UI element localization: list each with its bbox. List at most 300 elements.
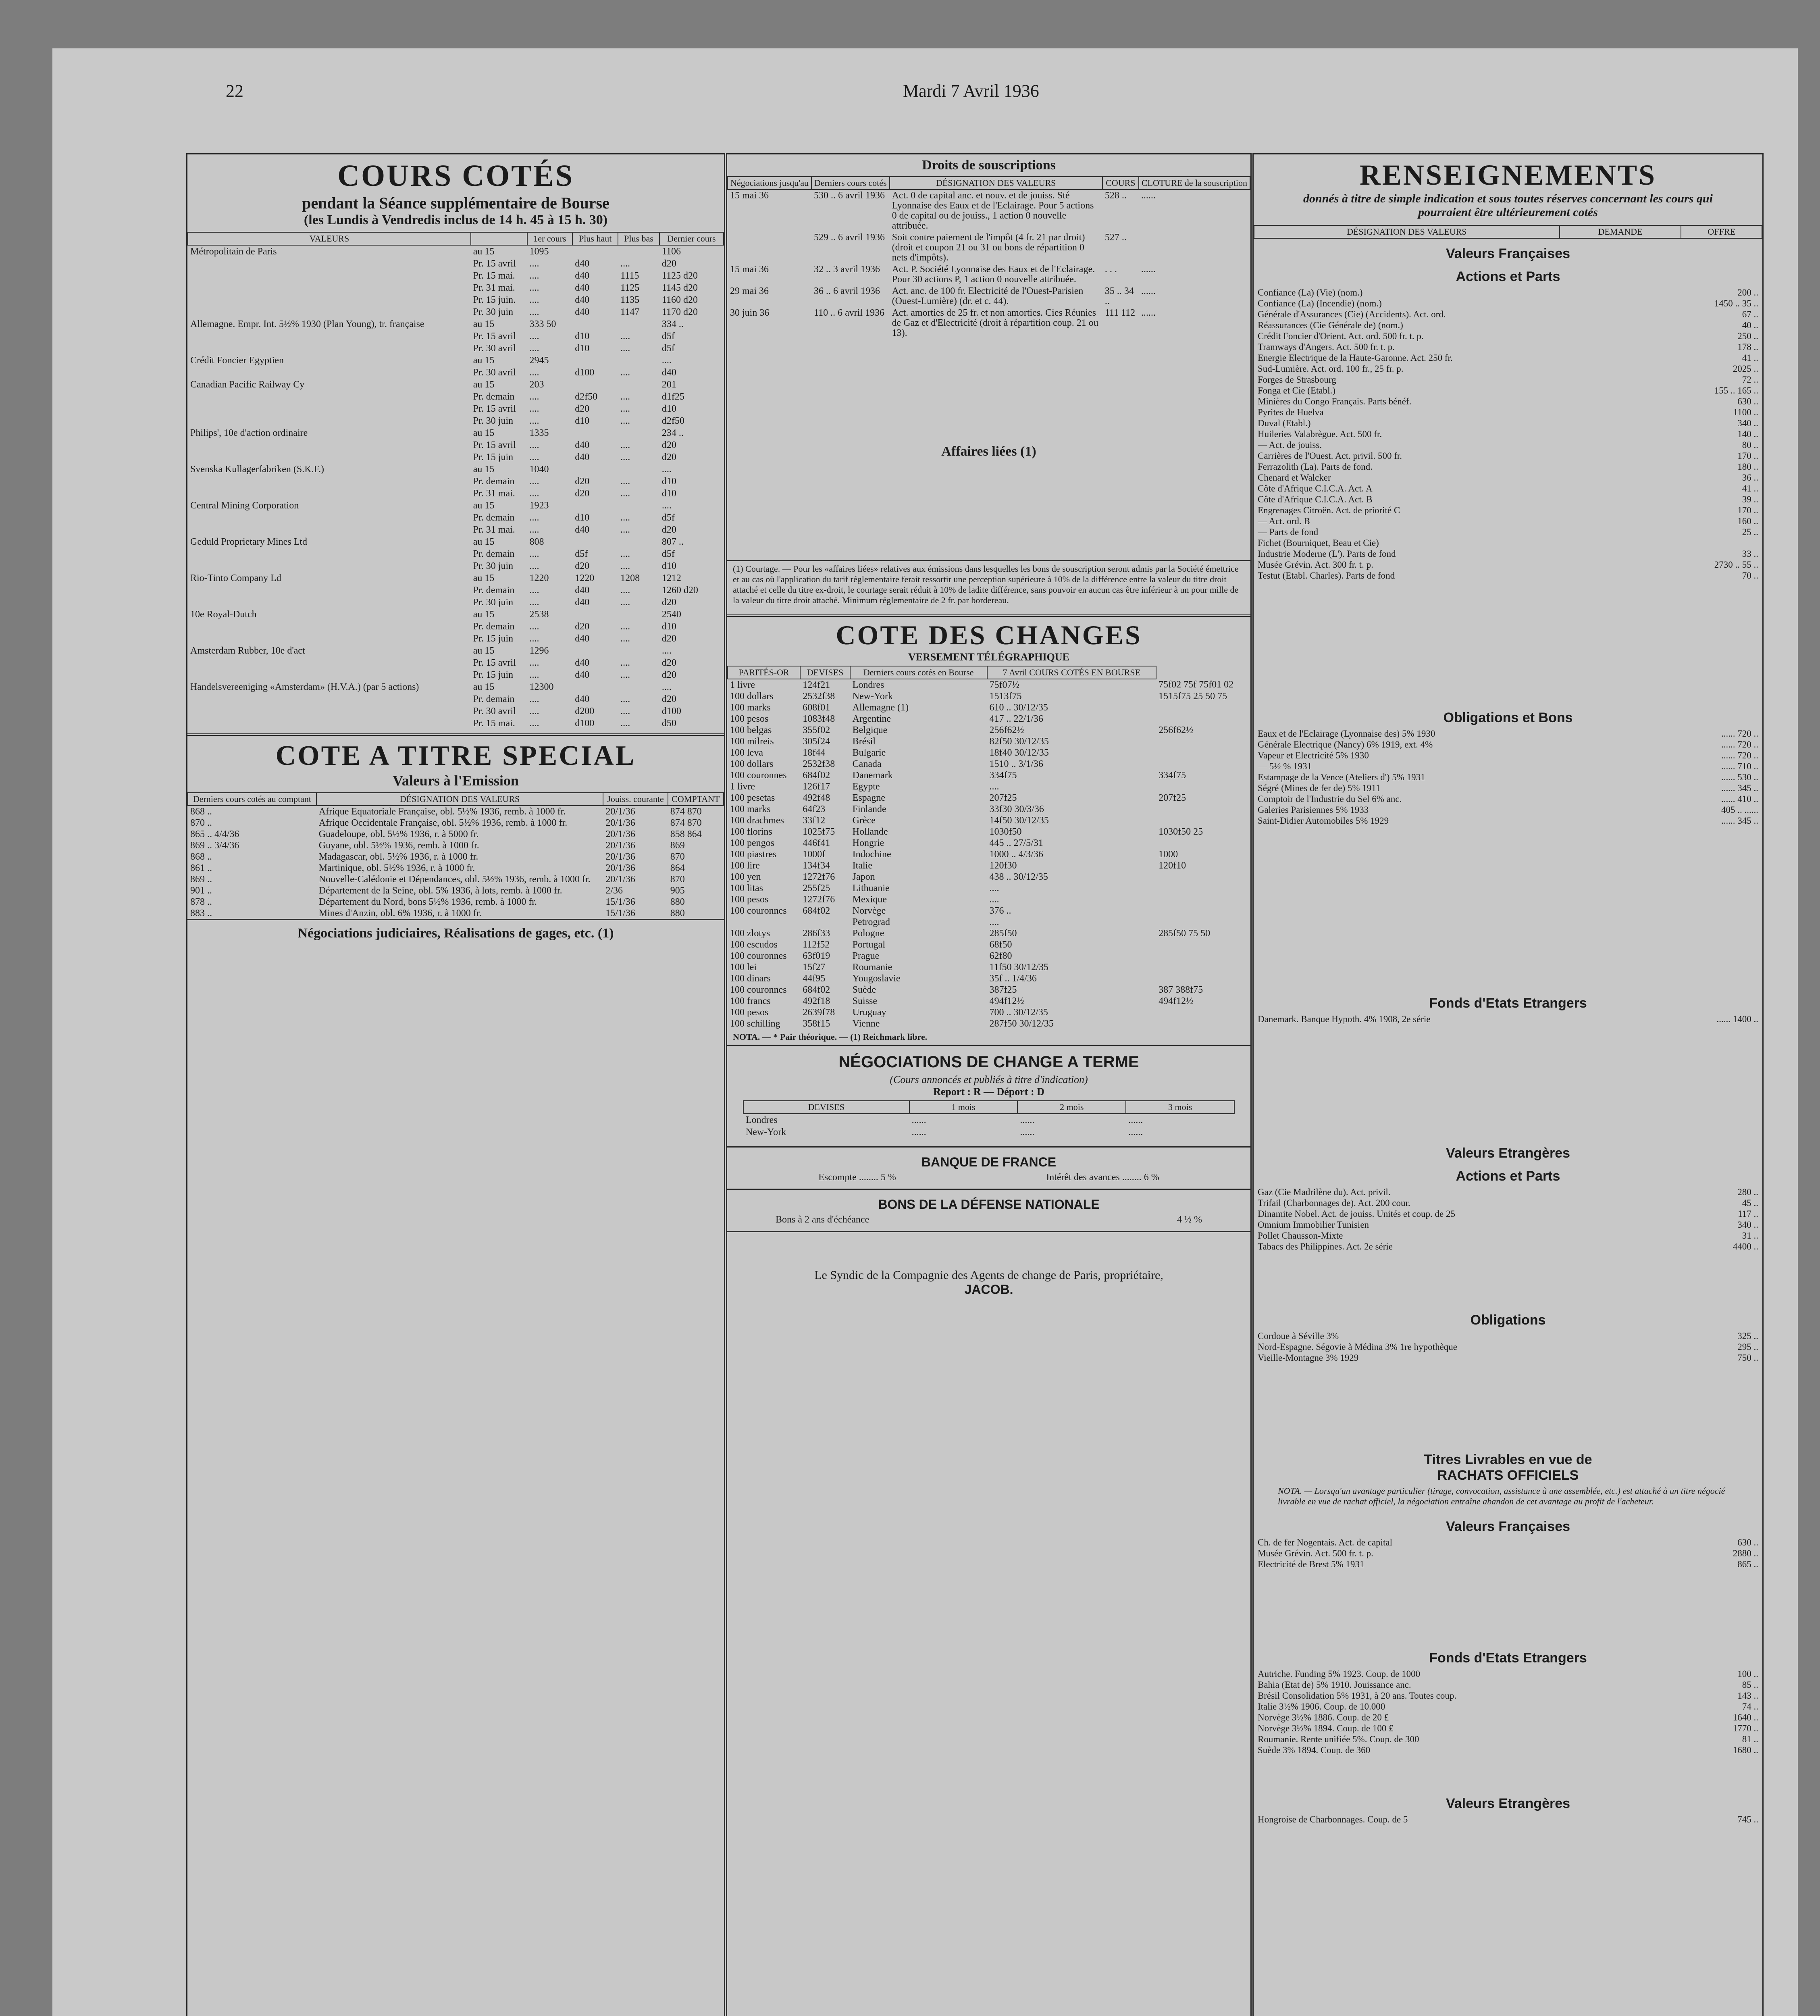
list-row bbox=[1254, 1814, 1762, 1825]
cours-cotes-cell: .... bbox=[529, 295, 539, 305]
list-row bbox=[1254, 1230, 1762, 1241]
list-row bbox=[1254, 793, 1762, 804]
cours-cotes-row bbox=[188, 548, 724, 560]
cours-cotes-cell bbox=[188, 596, 471, 608]
titre-special-cell: 874 870 bbox=[670, 818, 702, 828]
cours-cotes-cell: .... bbox=[529, 670, 539, 680]
cours-cotes-cell: d40 bbox=[575, 440, 590, 450]
list-label: Ch. de fer Nogentais. Act. de capital bbox=[1258, 1537, 1393, 1547]
cours-cotes-cell bbox=[618, 645, 659, 657]
cours-cotes-cell: .... bbox=[620, 367, 630, 378]
changes-cell: Uruguay bbox=[852, 1007, 886, 1018]
changes-cell: Bulgarie bbox=[852, 748, 886, 758]
changes-row bbox=[728, 871, 1250, 883]
cours-cotes-cell: au 15 bbox=[473, 500, 495, 511]
cours-cotes-cell: Pr. 15 avril bbox=[473, 404, 516, 414]
list-label: Omnium Immobilier Tunisien bbox=[1258, 1220, 1369, 1230]
changes-cell: 100 florins bbox=[730, 827, 772, 837]
titre-special-cell: 868 .. bbox=[190, 852, 212, 862]
list-row bbox=[1254, 728, 1762, 739]
changes-cell bbox=[1156, 702, 1250, 713]
droits-cell: 30 juin 36 bbox=[730, 308, 770, 318]
changes-cell: 126f17 bbox=[803, 781, 830, 792]
changes-cell bbox=[1156, 871, 1250, 883]
changes-cell bbox=[1156, 962, 1250, 973]
changes-cell: 64f23 bbox=[803, 804, 826, 814]
changes-cell: 100 couronnes bbox=[730, 906, 787, 916]
changes-cell: 100 schilling bbox=[730, 1018, 780, 1029]
titre-special-cell: Nouvelle-Calédonie et Dépendances, obl. 5½% 1936, remb. à 1000 fr. bbox=[318, 874, 591, 885]
changes-cell: 387f25 bbox=[989, 985, 1017, 995]
cours-cotes-row bbox=[188, 500, 724, 512]
list-row bbox=[1254, 516, 1762, 527]
cours-cotes-cell: .... bbox=[529, 525, 539, 535]
changes-cell: 100 lei bbox=[730, 962, 757, 973]
changes-cell: 494f12½ bbox=[1159, 996, 1194, 1006]
page-date: Mardi 7 Avril 1936 bbox=[903, 81, 1039, 101]
list-values: 200 .. bbox=[1737, 287, 1758, 298]
changes-cell bbox=[1156, 916, 1250, 928]
droits-row bbox=[728, 285, 1250, 307]
o2-title: Obligations bbox=[1470, 1312, 1546, 1328]
cours-cotes-header-4: Plus bas bbox=[618, 232, 659, 245]
cours-cotes-row bbox=[188, 717, 724, 729]
cours-cotes-cell: .... bbox=[620, 331, 630, 342]
cours-cotes-cell: d2f50 bbox=[575, 392, 598, 402]
cours-cotes-cell: .... bbox=[529, 549, 539, 559]
list-values: 405 .. ...... bbox=[1721, 805, 1758, 815]
cours-cotes-cell: d40 bbox=[575, 585, 590, 596]
renseignements-header-1: DEMANDE bbox=[1560, 225, 1681, 238]
list-label: — Act. de jouiss. bbox=[1258, 440, 1322, 450]
terme-subtitle: (Cours annoncés et publiés à titre d'indication) bbox=[890, 1074, 1088, 1085]
list-values: 1770 .. bbox=[1733, 1723, 1758, 1733]
cours-cotes-cell: Allemagne. Empr. Int. 5½% 1930 (Plan Young), tr. française bbox=[190, 319, 424, 329]
titre-special-row bbox=[188, 851, 724, 862]
cours-cotes-cell bbox=[618, 318, 659, 330]
rachats-note: NOTA. — Lorsqu'un avantage particulier (tirage, convocation, assistance à une assemblée, etc.) est attaché à un titre négocié livrable en vue de rachat officiel, la négociation entraîne abandon de cet avantage au profit de l'acheteur. bbox=[1278, 1486, 1725, 1506]
cours-cotes-cell: d5f bbox=[661, 331, 675, 342]
cours-cotes-row bbox=[188, 379, 724, 391]
cours-cotes-cell: au 15 bbox=[473, 464, 495, 475]
list-row bbox=[1254, 772, 1762, 783]
cours-cotes-cell: Métropolitain de Paris bbox=[190, 246, 277, 257]
cours-cotes-cell: 1145 d20 bbox=[661, 283, 698, 293]
changes-cell: 1025f75 bbox=[803, 827, 835, 837]
changes-cell bbox=[1156, 950, 1250, 962]
changes-cell: 1510 .. 3/1/36 bbox=[989, 759, 1043, 769]
cours-cotes-cell bbox=[188, 560, 471, 572]
rachats-fe-list bbox=[1254, 1668, 1762, 1756]
list-values: 67 .. bbox=[1742, 309, 1758, 319]
cours-cotes-cell bbox=[188, 367, 471, 379]
list-label: Norvège 3½% 1894. Coup. de 100 £ bbox=[1258, 1723, 1394, 1733]
list-row bbox=[1254, 418, 1762, 429]
list-values: 250 .. bbox=[1737, 331, 1758, 341]
cours-cotes-cell: d100 bbox=[575, 367, 595, 378]
changes-cell: 14f50 30/12/35 bbox=[989, 815, 1049, 826]
changes-cell: 286f33 bbox=[803, 928, 830, 939]
titre-special-cell: 868 .. bbox=[190, 806, 212, 817]
titre-special-header-1: DÉSIGNATION DES VALEURS bbox=[316, 793, 603, 806]
changes-cell: 2532f38 bbox=[803, 759, 835, 769]
syndic-line: Le Syndic de la Compagnie des Agents de change de Paris, propriétaire, bbox=[814, 1268, 1163, 1282]
cours-cotes-cell: d40 bbox=[575, 307, 590, 317]
changes-cell: 334f75 bbox=[989, 770, 1017, 781]
changes-cell: 207f25 bbox=[989, 793, 1017, 803]
changes-cell bbox=[1156, 939, 1250, 950]
titre-special-cell: 878 .. bbox=[190, 897, 212, 907]
list-row bbox=[1254, 1219, 1762, 1230]
changes-row bbox=[728, 815, 1250, 826]
cours-cotes-row bbox=[188, 705, 724, 717]
changes-cell: 287f50 30/12/35 bbox=[989, 1018, 1054, 1029]
list-row bbox=[1254, 1701, 1762, 1712]
changes-cell: 100 pengos bbox=[730, 838, 774, 848]
terme-header-2: 2 mois bbox=[1017, 1101, 1126, 1114]
cours-cotes-cell bbox=[188, 669, 471, 681]
changes-cell bbox=[1156, 894, 1250, 905]
cours-cotes-row bbox=[188, 427, 724, 439]
cours-cotes-row bbox=[188, 536, 724, 548]
changes-row bbox=[728, 939, 1250, 950]
list-label: Nord-Espagne. Ségovie à Médina 3% 1re hypothèque bbox=[1258, 1342, 1457, 1352]
changes-cell: 1000f bbox=[803, 849, 826, 860]
list-row bbox=[1254, 298, 1762, 309]
cours-cotes-cell: au 15 bbox=[473, 355, 495, 366]
cours-cotes-cell: .... bbox=[620, 416, 630, 426]
list-label: Réassurances (Cie Générale de) (nom.) bbox=[1258, 320, 1403, 330]
cours-cotes-cell: .... bbox=[529, 488, 539, 499]
changes-cell: 1 livre bbox=[730, 781, 755, 792]
list-label: Forges de Strasbourg bbox=[1258, 375, 1336, 385]
terme-cell: ...... bbox=[911, 1127, 926, 1137]
list-row bbox=[1254, 1690, 1762, 1701]
list-values: ...... 720 .. bbox=[1721, 729, 1758, 739]
cours-cotes-cell: .... bbox=[620, 658, 630, 668]
obligations-list bbox=[1254, 728, 1762, 826]
list-values: 325 .. bbox=[1737, 1331, 1758, 1341]
changes-cell bbox=[1156, 837, 1250, 849]
changes-row bbox=[728, 928, 1250, 939]
cours-cotes-cell: d40 bbox=[575, 295, 590, 305]
list-values: 630 .. bbox=[1737, 396, 1758, 406]
droits-row bbox=[728, 232, 1250, 264]
titre-special-cell: Département de la Seine, obl. 5% 1936, à lots, remb. à 1000 fr. bbox=[318, 885, 562, 896]
changes-cell: Roumanie bbox=[852, 962, 892, 973]
list-row bbox=[1254, 429, 1762, 439]
cours-cotes-cell: .... bbox=[529, 561, 539, 571]
bons-label: Bons à 2 ans d'échéance bbox=[776, 1214, 869, 1225]
list-row bbox=[1254, 1198, 1762, 1208]
titre-special-cell: 880 bbox=[670, 908, 685, 918]
list-label: Cordoue à Séville 3% bbox=[1258, 1331, 1339, 1341]
changes-cell: Prague bbox=[852, 951, 880, 961]
cours-cotes-cell: d40 bbox=[575, 694, 590, 704]
cours-cotes-cell: d40 bbox=[575, 597, 590, 608]
cours-cotes-cell: Canadian Pacific Railway Cy bbox=[190, 379, 305, 390]
cours-cotes-subtitle: pendant la Séance supplémentaire de Bourse bbox=[302, 194, 609, 212]
banque-rates: Escompte ........ 5 % Intérêt des avances ........ 6 % bbox=[818, 1172, 1159, 1183]
page-number: 22 bbox=[226, 81, 243, 101]
renseignements-title: RENSEIGNEMENTS bbox=[1359, 159, 1657, 191]
changes-cell: 100 zlotys bbox=[730, 928, 770, 939]
cours-cotes-cell bbox=[572, 318, 618, 330]
list-values: 100 .. bbox=[1737, 1669, 1758, 1679]
cours-cotes-cell: d40 bbox=[661, 367, 676, 378]
cours-cotes-cell: Pr. 30 avril bbox=[473, 367, 516, 378]
cours-cotes-cell: au 15 bbox=[473, 573, 495, 583]
changes-cell: 285f50 bbox=[989, 928, 1017, 939]
changes-cell: 100 pesetas bbox=[730, 793, 775, 803]
droits-cell: 111 112 bbox=[1104, 308, 1136, 318]
titre-special-cell: 870 bbox=[670, 852, 685, 862]
changes-cell: 100 escudos bbox=[730, 939, 778, 950]
list-values: 280 .. bbox=[1737, 1187, 1758, 1197]
cours-cotes-cell: .... bbox=[529, 633, 539, 644]
cours-cotes-cell: d10 bbox=[661, 404, 676, 414]
changes-cell: 494f12½ bbox=[989, 996, 1024, 1006]
cours-cotes-cell bbox=[618, 536, 659, 548]
cours-cotes-row bbox=[188, 391, 724, 403]
changes-cell: Vienne bbox=[852, 1018, 880, 1029]
list-label: Dinamite Nobel. Act. de jouiss. Unités et coup. de 25 bbox=[1258, 1209, 1455, 1219]
changes-cell: 334f75 bbox=[1159, 770, 1186, 781]
terme-cell: New-York bbox=[745, 1127, 786, 1137]
changes-cell: 62f80 bbox=[989, 951, 1012, 961]
changes-cell: 75f07½ bbox=[989, 680, 1019, 690]
changes-cell: 100 francs bbox=[730, 996, 771, 1006]
changes-cell: Londres bbox=[852, 680, 884, 690]
titre-special-cell: 864 bbox=[670, 863, 685, 873]
changes-cell: 1272f76 bbox=[803, 872, 835, 882]
droits-cell: Act. amorties de 25 fr. et non amorties. Cies Réunies de Gaz et d'Electricité (droit à répartition coup. 21 ou 13). bbox=[892, 308, 1098, 338]
changes-cell: 100 pesos bbox=[730, 714, 769, 724]
actions2-list bbox=[1254, 1187, 1762, 1252]
titre-special-cell: 901 .. bbox=[190, 885, 212, 896]
changes-title: COTE DES CHANGES bbox=[836, 620, 1142, 650]
ve-title: Valeurs Etrangères bbox=[1446, 1145, 1570, 1161]
changes-cell bbox=[1156, 905, 1250, 916]
changes-row bbox=[728, 860, 1250, 871]
terme-cell: Londres bbox=[745, 1115, 778, 1125]
list-row bbox=[1254, 1241, 1762, 1252]
cours-cotes-cell bbox=[188, 621, 471, 633]
cours-cotes-cell: 12300 bbox=[529, 682, 554, 692]
changes-cell: Petrograd bbox=[852, 917, 890, 927]
terme-cell: ...... bbox=[1020, 1115, 1035, 1125]
cours-cotes-cell: d10 bbox=[661, 476, 676, 487]
list-values: 143 .. bbox=[1737, 1691, 1758, 1701]
cours-cotes-cell bbox=[618, 500, 659, 512]
cours-cotes-cell: d40 bbox=[575, 525, 590, 535]
cours-cotes-cell: d2f50 bbox=[661, 416, 684, 426]
droits-cell: ...... bbox=[1141, 286, 1156, 296]
titre-special-row bbox=[188, 817, 724, 829]
list-label: Minières du Congo Français. Parts bénéf. bbox=[1258, 396, 1412, 406]
changes-row bbox=[728, 837, 1250, 849]
cours-cotes-cell bbox=[618, 354, 659, 367]
cours-cotes-cell: .... bbox=[620, 392, 630, 402]
titre-special-cell: 905 bbox=[670, 885, 685, 896]
changes-cell: 124f21 bbox=[803, 680, 830, 690]
list-label: Crédit Foncier d'Orient. Act. ord. 500 fr. t. p. bbox=[1258, 331, 1424, 341]
changes-cell: 15f27 bbox=[803, 962, 826, 973]
cours-cotes-cell: 808 bbox=[529, 537, 544, 547]
cours-cotes-cell: .... bbox=[620, 476, 630, 487]
list-row bbox=[1254, 407, 1762, 418]
titre-special-row bbox=[188, 885, 724, 896]
list-label: Estampage de la Vence (Ateliers d') 5% 1931 bbox=[1258, 772, 1425, 782]
cours-cotes-cell: d5f bbox=[661, 512, 675, 523]
cours-cotes-row bbox=[188, 439, 724, 451]
list-label: Roumanie. Rente unifiée 5%. Coup. de 300 bbox=[1258, 1734, 1419, 1744]
cours-cotes-cell: Pr. 30 juin bbox=[473, 416, 514, 426]
cours-cotes-cell bbox=[188, 705, 471, 717]
terme-legend: Report : R — Déport : D bbox=[933, 1086, 1044, 1098]
changes-cell: 358f15 bbox=[803, 1018, 830, 1029]
ap-title: Actions et Parts bbox=[1456, 269, 1560, 284]
cours-cotes-cell: au 15 bbox=[473, 682, 495, 692]
cours-cotes-cell bbox=[572, 500, 618, 512]
cours-cotes-row bbox=[188, 354, 724, 367]
changes-cell bbox=[1156, 815, 1250, 826]
cours-cotes-row bbox=[188, 596, 724, 608]
changes-cell: Pologne bbox=[852, 928, 884, 939]
cours-cotes-cell bbox=[618, 427, 659, 439]
terme-header-3: 3 mois bbox=[1126, 1101, 1234, 1114]
titre-special-row bbox=[188, 829, 724, 840]
cours-cotes-cell: 1220 bbox=[529, 573, 549, 583]
cours-cotes-cell: .... bbox=[529, 621, 539, 632]
cours-cotes-cell: .... bbox=[529, 271, 539, 281]
bons-value: 4 ½ % bbox=[1177, 1214, 1202, 1225]
list-row bbox=[1254, 396, 1762, 407]
cours-cotes-cell: 10e Royal-Dutch bbox=[190, 609, 257, 620]
cours-cotes-cell: .... bbox=[661, 500, 672, 511]
changes-cell: 100 couronnes bbox=[730, 985, 787, 995]
changes-row bbox=[728, 781, 1250, 792]
cours-cotes-cell: .... bbox=[529, 258, 539, 269]
list-label: Industrie Moderne (L'). Parts de fond bbox=[1258, 549, 1396, 559]
list-row bbox=[1254, 559, 1762, 570]
changes-cell: 112f52 bbox=[803, 939, 830, 950]
changes-cell: 285f50 75 50 bbox=[1159, 928, 1211, 939]
titre-special-header-0: Derniers cours cotés au comptant bbox=[188, 793, 316, 806]
cours-cotes-cell bbox=[188, 693, 471, 705]
cours-cotes-cell bbox=[572, 608, 618, 621]
droits-cell: 530 .. 6 avril 1936 bbox=[813, 190, 885, 201]
changes-cell: 387 388f75 bbox=[1159, 985, 1203, 995]
list-row bbox=[1254, 309, 1762, 320]
cours-cotes-cell: d40 bbox=[575, 452, 590, 462]
banque-title: BANQUE DE FRANCE bbox=[921, 1155, 1057, 1169]
changes-cell: 120f10 bbox=[1159, 860, 1186, 871]
droits-cell: 528 .. bbox=[1104, 190, 1127, 201]
changes-cell: 100 milreis bbox=[730, 736, 774, 747]
cours-cotes-cell bbox=[572, 463, 618, 475]
terme-table bbox=[743, 1100, 1235, 1138]
cours-cotes-cell: d100 bbox=[575, 718, 595, 729]
changes-row bbox=[728, 826, 1250, 837]
cours-cotes-cell: Pr. demain bbox=[473, 621, 515, 632]
titre-special-cell: 20/1/36 bbox=[605, 840, 635, 851]
cours-cotes-cell: Pr. 30 avril bbox=[473, 706, 516, 716]
cours-cotes-cell: .... bbox=[620, 525, 630, 535]
changes-cell: 100 piastres bbox=[730, 849, 777, 860]
droits-cell: Act. 0 de capital anc. et nouv. et de jouiss. Sté Lyonnaise des Eaux et de l'Eclairage. Pour 5 actions 0 de capital ou de jouiss., 1 action 0 nouvelle attribuée. bbox=[892, 190, 1094, 231]
list-values: 1100 .. bbox=[1733, 407, 1758, 417]
list-label: Ferrazolith (La). Parts de fond. bbox=[1258, 462, 1373, 472]
terme-cell: ...... bbox=[1020, 1127, 1035, 1137]
cours-cotes-cell: 1147 bbox=[620, 307, 640, 317]
cours-cotes-cell: .... bbox=[529, 512, 539, 523]
list-label: Testut (Etabl. Charles). Parts de fond bbox=[1258, 571, 1395, 581]
changes-cell: Grèce bbox=[852, 815, 876, 826]
changes-cell: 100 drachmes bbox=[730, 815, 784, 826]
cours-cotes-cell: d20 bbox=[661, 633, 676, 644]
droits-table bbox=[727, 176, 1250, 339]
affaires-liees: Affaires liées (1) bbox=[941, 444, 1036, 459]
titre-special-cell: 865 .. 4/4/36 bbox=[190, 829, 239, 839]
cours-cotes-cell: Pr. 30 juin bbox=[473, 307, 514, 317]
changes-cell: 100 litas bbox=[730, 883, 763, 893]
cours-cotes-cell: Pr. demain bbox=[473, 549, 515, 559]
changes-cell bbox=[728, 916, 800, 928]
list-values: 178 .. bbox=[1737, 342, 1758, 352]
changes-cell: 120f30 bbox=[989, 860, 1017, 871]
changes-cell: Portugal bbox=[852, 939, 885, 950]
list-row bbox=[1254, 1559, 1762, 1570]
cours-cotes-cell bbox=[188, 415, 471, 427]
cours-cotes-row bbox=[188, 306, 724, 318]
list-values: 80 .. bbox=[1742, 440, 1758, 450]
cours-cotes-cell: .... bbox=[620, 488, 630, 499]
list-label: Italie 3½% 1906. Coup. de 10.000 bbox=[1258, 1702, 1385, 1712]
titre-special-title: COTE A TITRE SPECIAL bbox=[275, 740, 636, 771]
cours-cotes-header-3: Plus haut bbox=[572, 232, 618, 245]
changes-header-0: PARITÉS-OR bbox=[728, 666, 800, 679]
column-renseignements bbox=[1252, 153, 1764, 2016]
cours-cotes-cell: 1135 bbox=[620, 295, 640, 305]
list-values: 630 .. bbox=[1737, 1537, 1758, 1547]
list-values: 25 .. bbox=[1742, 527, 1758, 537]
changes-cell bbox=[1156, 804, 1250, 815]
cours-cotes-header-1 bbox=[471, 232, 527, 245]
list-row bbox=[1254, 461, 1762, 472]
rachats-title2: RACHATS OFFICIELS bbox=[1437, 1468, 1579, 1483]
list-label: Gaz (Cie Madrilène du). Act. privil. bbox=[1258, 1187, 1391, 1197]
list-values: 2880 .. bbox=[1733, 1548, 1758, 1558]
list-label: Fonga et Cie (Etabl.) bbox=[1258, 385, 1335, 396]
cours-cotes-cell: Central Mining Corporation bbox=[190, 500, 299, 511]
cours-cotes-cell: .... bbox=[620, 597, 630, 608]
changes-cell: .... bbox=[989, 781, 999, 792]
rachats-vf-list bbox=[1254, 1537, 1762, 1570]
cours-cotes-cell: .... bbox=[529, 718, 539, 729]
list-label: Tramways d'Angers. Act. 500 fr. t. p. bbox=[1258, 342, 1395, 352]
changes-cell: Brésil bbox=[852, 736, 876, 747]
cours-cotes-subtitle2: (les Lundis à Vendredis inclus de 14 h. 45 à 15 h. 30) bbox=[304, 212, 608, 227]
droits-cell: 15 mai 36 bbox=[730, 264, 769, 275]
cours-cotes-cell: 1296 bbox=[529, 646, 549, 656]
cours-cotes-row bbox=[188, 657, 724, 669]
changes-cell: .... bbox=[989, 883, 999, 893]
vf2-title: Valeurs Françaises bbox=[1446, 1519, 1570, 1534]
droits-header-3: COURS bbox=[1102, 177, 1139, 190]
list-label: Autriche. Funding 5% 1923. Coup. de 1000 bbox=[1258, 1669, 1421, 1679]
cours-cotes-cell: d40 bbox=[575, 258, 590, 269]
